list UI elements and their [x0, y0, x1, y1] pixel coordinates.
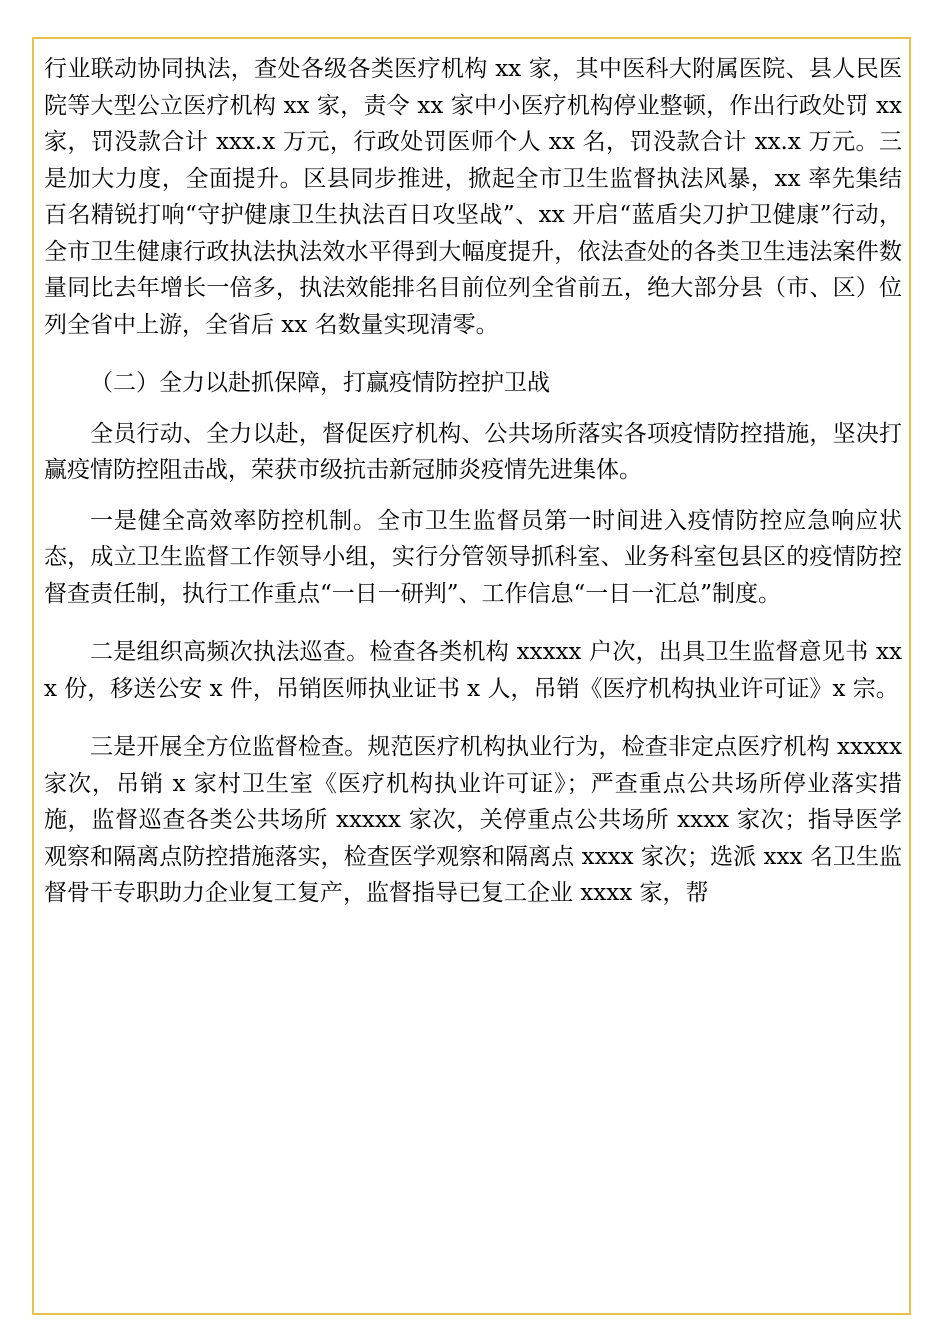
paragraph-enforcement-summary: 行业联动协同执法，查处各级各类医疗机构 xx 家，其中医科大附属医院、县人民医院等大型公立医疗机构 xx 家，责令 xx 家中小医疗机构停业整顿，作出行政处罚 xx 家，罚没款合计 xxx.x 万元，行政处罚医师个人 xx 名，罚没款合计 xx.x 万元。三是加大力度，全面提升。区县同步推进，掀起全市卫生监督执法风暴，xx 率先集结百名精锐打响“守护健康卫生执法百日攻坚战”、xx 开启“蓝盾尖刀护卫健康”行动，全市卫生健康行政执法执法效水平得到大幅度提升，依法查处的各类卫生违法案件数量同比去年增长一倍多，执法效能排名目前位列全省前五，绝大部分县（市、区）位列全省中上游，全省后 xx 名数量实现清零。	[44, 56, 902, 338]
paragraph-point-one: 一是健全高效率防控机制。全市卫生监督员第一时间进入疫情防控应急响应状态，成立卫生监督工作领导小组，实行分管领导抓科室、业务科室包县区的疫情防控督查责任制，执行工作重点“一日一研判”、工作信息“一日一汇总”制度。	[44, 507, 902, 607]
paragraph-point-two: 二是组织高频次执法巡查。检查各类机构 xxxxx 户次，出具卫生监督意见书 xxx 份，移送公安 x 件，吊销医师执业证书 x 人，吊销《医疗机构执业许可证》x 宗。	[44, 639, 902, 702]
paragraph-intro: 全员行动、全力以赴，督促医疗机构、公共场所落实各项疫情防控措施，坚决打赢疫情防控阻击战，荣获市级抗击新冠肺炎疫情先进集体。	[44, 420, 902, 483]
page-frame	[32, 37, 911, 1315]
document-body	[44, 51, 902, 912]
paragraph-point-three: 三是开展全方位监督检查。规范医疗机构执业行为，检查非定点医疗机构 xxxxx 家次，吊销 x 家村卫生室《医疗机构执业许可证》；严查重点公共场所停业落实措施，监督巡查各类公共场所 xxxxx 家次，关停重点公共场所 xxxx 家次；指导医学观察和隔离点防控措施落实，检查医学观察和隔离点 xxxx 家次；选派 xxx 名卫生监督骨干专职助力企业复工复产，监督指导已复工企业 xxxx 家，帮	[44, 734, 902, 906]
section-heading: （二）全力以赴抓保障，打赢疫情防控护卫战	[90, 370, 550, 396]
